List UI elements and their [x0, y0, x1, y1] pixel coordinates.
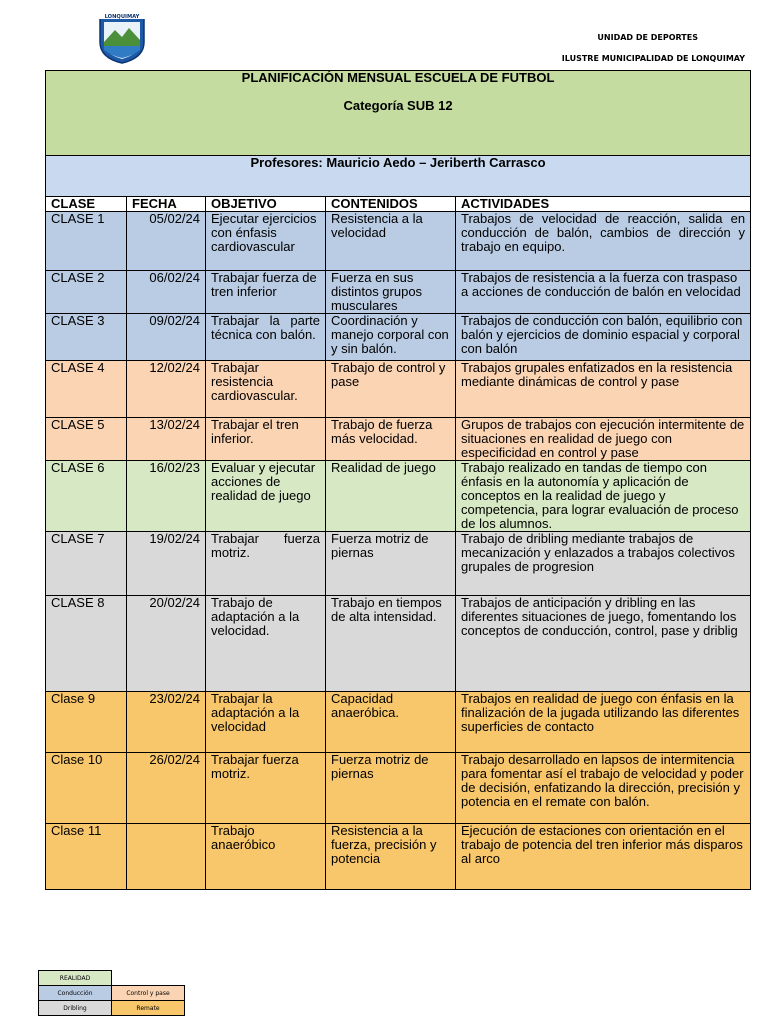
class-cell: CLASE 7	[46, 532, 127, 596]
date-cell: 23/02/24	[127, 692, 206, 753]
date-cell: 16/02/23	[127, 461, 206, 532]
column-header-actividades: ACTIVIDADES	[456, 197, 751, 212]
column-header-contenidos: CONTENIDOS	[326, 197, 456, 212]
table-row	[46, 824, 751, 890]
contents-cell: Resistencia a la fuerza, precisión y potencia	[326, 824, 456, 890]
teachers-row	[46, 156, 751, 197]
teachers-cell: Profesores: Mauricio Aedo – Jeriberth Carrasco	[46, 156, 751, 197]
activities-cell: Trabajos de conducción con balón, equilibrio con balón y ejercicios de dominio espacial y corporal con balón	[456, 314, 751, 361]
contents-cell: Trabajo en tiempos de alta intensidad.	[326, 596, 456, 692]
contents-cell: Fuerza motriz de piernas	[326, 532, 456, 596]
objective-cell: Trabajar fuerza motriz.	[206, 532, 326, 596]
legend-dribling: Dribling	[39, 1001, 112, 1016]
legend-spacer	[112, 971, 185, 986]
title-cell	[46, 71, 751, 156]
objective-cell: Trabajar fuerza motriz.	[206, 753, 326, 824]
title-row	[46, 71, 751, 156]
legend-realidad: REALIDAD	[39, 971, 112, 986]
column-header-objetivo: OBJETIVO	[206, 197, 326, 212]
objective-cell: Trabajar la adaptación a la velocidad	[206, 692, 326, 753]
column-header-clase: CLASE	[46, 197, 127, 212]
date-cell: 26/02/24	[127, 753, 206, 824]
legend-control: Control y pase	[112, 986, 185, 1001]
class-cell: Clase 11	[46, 824, 127, 890]
table-row	[46, 361, 751, 418]
date-cell: 09/02/24	[127, 314, 206, 361]
objective-cell: Trabajar fuerza de tren inferior	[206, 271, 326, 314]
date-cell: 12/02/24	[127, 361, 206, 418]
class-cell: CLASE 8	[46, 596, 127, 692]
legend-remate: Remate	[112, 1001, 185, 1016]
shield-logo-icon	[97, 12, 147, 64]
table-row	[46, 314, 751, 361]
class-cell: CLASE 3	[46, 314, 127, 361]
contents-cell: Trabajo de control y pase	[326, 361, 456, 418]
class-cell: Clase 9	[46, 692, 127, 753]
column-header-row	[46, 197, 751, 212]
date-cell	[127, 824, 206, 890]
activities-cell: Trabajos en realidad de juego con énfasis en la finalización de la jugada utilizando las diferentes superficies de contacto	[456, 692, 751, 753]
objective-cell: Evaluar y ejecutar acciones de realidad de juego	[206, 461, 326, 532]
class-cell: Clase 10	[46, 753, 127, 824]
date-cell: 05/02/24	[127, 212, 206, 271]
activities-cell: Trabajo realizado en tandas de tiempo con énfasis en la autonomía y aplicación de conceptos en la realidad de juego y competencia, para lograr evaluación de proceso de los alumnos.	[456, 461, 751, 532]
activities-cell: Trabajos de velocidad de reacción, salida en conducción de balón, cambios de dirección y trabajo en equipo.	[456, 212, 751, 271]
objective-cell: Trabajar resistencia cardiovascular.	[206, 361, 326, 418]
contents-cell: Capacidad anaeróbica.	[326, 692, 456, 753]
department-name: UNIDAD DE DEPORTES	[597, 33, 698, 42]
activities-cell: Trabajos de anticipación y dribling en las diferentes situaciones de juego, fomentando los conceptos de conducción, control, pase y driblig	[456, 596, 751, 692]
table-row	[46, 596, 751, 692]
color-legend	[38, 970, 185, 1016]
class-cell: CLASE 6	[46, 461, 127, 532]
plan-category: Categoría SUB 12	[343, 98, 453, 113]
plan-title: PLANIFICACIÓN MENSUAL ESCUELA DE FUTBOL	[241, 70, 555, 85]
table-row	[46, 461, 751, 532]
legend-conduccion: Conducción	[39, 986, 112, 1001]
activities-cell: Trabajos grupales enfatizados en la resistencia mediante dinámicas de control y pase	[456, 361, 751, 418]
date-cell: 06/02/24	[127, 271, 206, 314]
contents-cell: Realidad de juego	[326, 461, 456, 532]
contents-cell: Resistencia a la velocidad	[326, 212, 456, 271]
activities-cell: Trabajo desarrollado en lapsos de intermitencia para fomentar así el trabajo de velocidad y poder de decisión, enfatizando la dirección, precisión y potencia en el remate con balón.	[456, 753, 751, 824]
date-cell: 19/02/24	[127, 532, 206, 596]
class-cell: CLASE 1	[46, 212, 127, 271]
municipality-name: ILUSTRE MUNICIPALIDAD DE LONQUIMAY	[561, 54, 745, 63]
table-row	[46, 692, 751, 753]
class-cell: CLASE 5	[46, 418, 127, 461]
institution-header	[561, 27, 745, 69]
contents-cell: Trabajo de fuerza más velocidad.	[326, 418, 456, 461]
class-cell: CLASE 4	[46, 361, 127, 418]
activities-cell: Ejecución de estaciones con orientación en el trabajo de potencia del tren inferior más disparos al arco	[456, 824, 751, 890]
activities-cell: Trabajos de resistencia a la fuerza con traspaso a acciones de conducción de balón en velocidad	[456, 271, 751, 314]
contents-cell: Fuerza en sus distintos grupos musculares	[326, 271, 456, 314]
contents-cell: Coordinación y manejo corporal con y sin balón.	[326, 314, 456, 361]
activities-cell: Grupos de trabajos con ejecución intermitente de situaciones en realidad de juego con especificidad en control y pase	[456, 418, 751, 461]
objective-cell: Trabajo de adaptación a la velocidad.	[206, 596, 326, 692]
objective-cell: Ejecutar ejercicios con énfasis cardiovascular	[206, 212, 326, 271]
objective-cell: Trabajar la parte técnica con balón.	[206, 314, 326, 361]
table-row	[46, 753, 751, 824]
column-header-fecha: FECHA	[127, 197, 206, 212]
table-row	[46, 418, 751, 461]
activities-cell: Trabajo de dribling mediante trabajos de mecanización y enlazados a trabajos colectivos grupales de progresion	[456, 532, 751, 596]
objective-cell: Trabajar el tren inferior.	[206, 418, 326, 461]
municipal-logo	[97, 12, 147, 64]
date-cell: 13/02/24	[127, 418, 206, 461]
table-row	[46, 271, 751, 314]
contents-cell: Fuerza motriz de piernas	[326, 753, 456, 824]
table-row	[46, 212, 751, 271]
objective-cell: Trabajo anaeróbico	[206, 824, 326, 890]
date-cell: 20/02/24	[127, 596, 206, 692]
logo-text: LONQUIMAY	[104, 14, 140, 20]
table-row	[46, 532, 751, 596]
monthly-plan-table	[45, 70, 751, 890]
class-cell: CLASE 2	[46, 271, 127, 314]
